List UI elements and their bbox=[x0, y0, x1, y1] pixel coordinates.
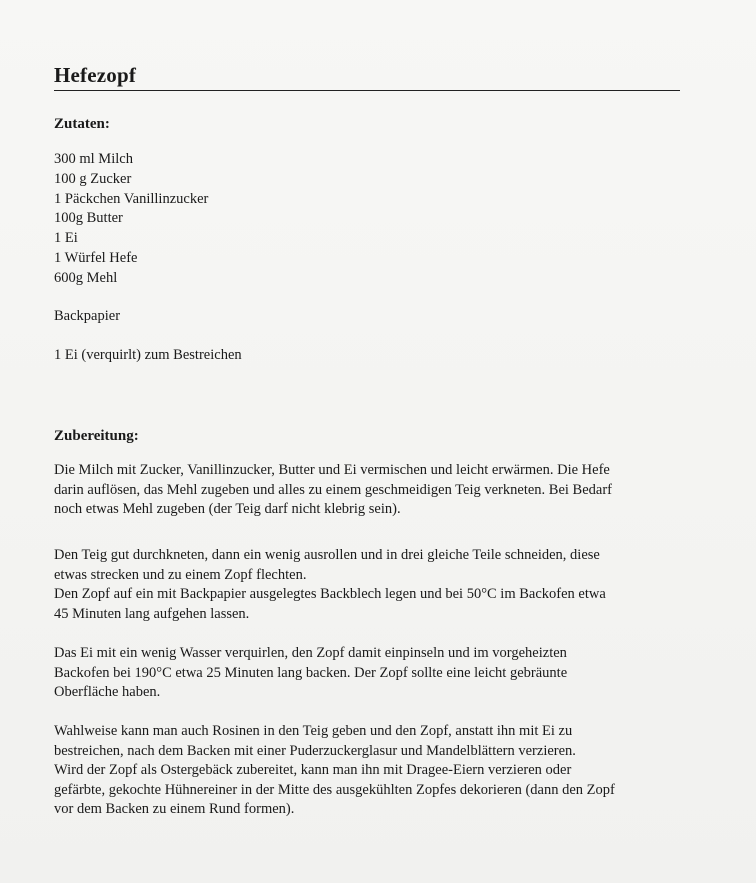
paragraph-line: Oberfläche haben. bbox=[54, 684, 161, 701]
title-underline bbox=[54, 90, 680, 91]
ingredient-item: 100g Butter bbox=[54, 210, 123, 227]
glaze-item: 1 Ei (verquirlt) zum Bestreichen bbox=[54, 347, 242, 363]
paragraph-line: Den Teig gut durchkneten, dann ein wenig ausrollen und in drei gleiche Teile schneiden, diese bbox=[54, 547, 600, 563]
ingredient-item: 1 Ei bbox=[54, 230, 78, 247]
paragraph-line: Das Ei mit ein wenig Wasser verquirlen, den Zopf damit einpinseln und im vorgeheizten bbox=[54, 645, 567, 661]
ingredient-item: 300 ml Milch bbox=[54, 151, 133, 167]
preparation-paragraph-1 bbox=[54, 461, 682, 520]
ingredient-item: 100 g Zucker bbox=[54, 170, 132, 187]
preparation-paragraph-2 bbox=[54, 546, 682, 624]
paragraph-line: Wird der Zopf als Ostergebäck zubereitet, kann man ihn mit Dragee-Eiern verzieren oder bbox=[54, 762, 572, 779]
preparation-heading: Zubereitung: bbox=[54, 428, 139, 444]
paragraph-line: noch etwas Mehl zugeben (der Teig darf nicht klebrig sein). bbox=[54, 501, 401, 518]
ingredient-item: 1 Würfel Hefe bbox=[54, 249, 138, 266]
paragraph-line: Den Zopf auf ein mit Backpapier ausgelegtes Backblech legen und bei 50°C im Backofen etwa bbox=[54, 586, 606, 603]
preparation-paragraph-3 bbox=[54, 644, 682, 703]
paragraph-line: gefärbte, gekochte Hühnereiner in der Mitte des ausgekühlten Zopfes dekorieren (dann den Zopf bbox=[54, 781, 615, 798]
ingredients-heading: Zutaten: bbox=[54, 116, 110, 132]
preparation-paragraph-4 bbox=[54, 722, 682, 820]
ingredient-item: 1 Päckchen Vanillinzucker bbox=[54, 190, 209, 207]
paragraph-line: darin auflösen, das Mehl zugeben und alles zu einem geschmeidigen Teig verkneten. Bei Bedarf bbox=[54, 481, 612, 498]
paragraph-line: bestreichen, nach dem Backen mit einer Puderzuckerglasur und Mandelblättern verzieren. bbox=[54, 742, 576, 759]
ingredients-list bbox=[54, 150, 208, 289]
recipe-title: Hefezopf bbox=[54, 63, 137, 87]
paragraph-line: etwas strecken und zu einem Zopf flechten. bbox=[54, 566, 307, 583]
paragraph-line: vor dem Backen zu einem Rund formen). bbox=[54, 801, 295, 818]
paragraph-line: 45 Minuten lang aufgehen lassen. bbox=[54, 605, 250, 622]
paragraph-line: Wahlweise kann man auch Rosinen in den Teig geben und den Zopf, anstatt ihn mit Ei zu bbox=[54, 723, 573, 739]
extra-item-backpapier: Backpapier bbox=[54, 308, 121, 324]
paragraph-line: Backofen bei 190°C etwa 25 Minuten lang backen. Der Zopf sollte eine leicht gebräunte bbox=[54, 664, 568, 681]
paragraph-line: Die Milch mit Zucker, Vanillinzucker, Butter und Ei vermischen und leicht erwärmen. Die Hefe bbox=[54, 462, 610, 478]
ingredient-item: 600g Mehl bbox=[54, 269, 118, 286]
